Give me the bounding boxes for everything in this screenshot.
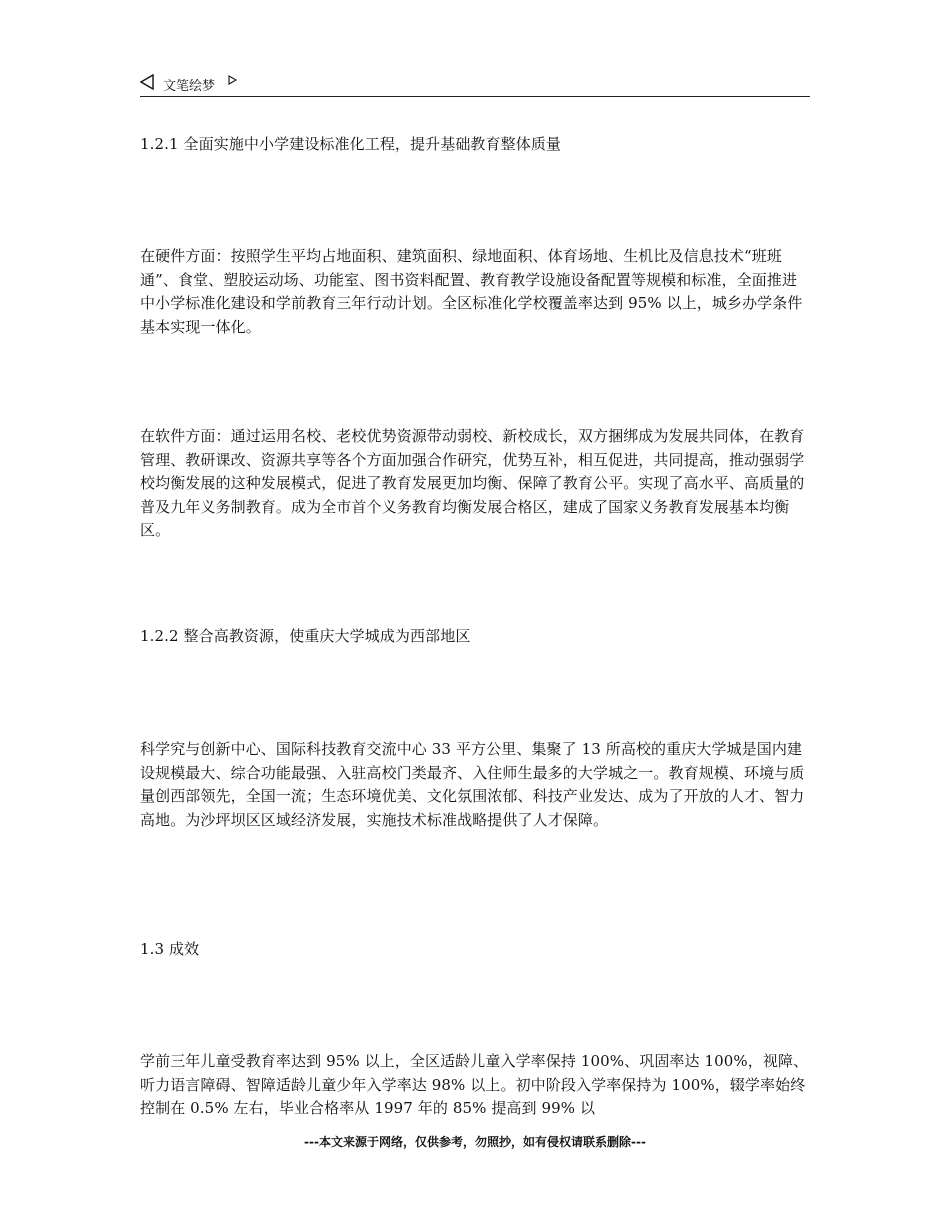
page-header	[140, 70, 810, 97]
section-heading: 1.2.1 全面实施中小学建设标准化工程，提升基础教育整体质量	[140, 135, 562, 153]
paragraph: 科学究与创新中心、国际科技教育交流中心 33 平方公里、集聚了 13 所高校的重庆大学城是国内建设规模最大、综合功能最强、入驻高校门类最齐、入住师生最多的大学城之一。教育规模、环境与质量创西部领先，全国一流；生态环境优美、文化氛围浓郁、科技产业发达、成为了开放的人才、智力高地。为沙坪坝区区域经济发展，实施技术标准战略提供了人才保障。	[140, 740, 805, 829]
paragraph: 在软件方面：通过运用名校、老校优势资源带动弱校、新校成长，双方捆绑成为发展共同体，在教育管理、教研课改、资源共享等各个方面加强合作研究，优势互补，相互促进，共同提高，推动强弱学校均衡发展的这种发展模式，促进了教育发展更加均衡、保障了教育公平。实现了高水平、高质量的普及九年义务制教育。成为全市首个义务教育均衡发展合格区，建成了国家义务教育发展基本均衡区。	[140, 427, 805, 539]
triangle-right-icon[interactable]	[228, 75, 237, 85]
footer-disclaimer: ---本文来源于网络，仅供参考，勿照抄，如有侵权请联系删除---	[304, 1135, 646, 1149]
section-heading: 1.2.2 整合高教资源，使重庆大学城成为西部地区	[140, 627, 471, 645]
section-heading: 1.3 成效	[140, 940, 200, 958]
paragraph: 学前三年儿童受教育率达到 95% 以上，全区适龄儿童入学率保持 100%、巩固率达 100%，视障、听力语言障碍、智障适龄儿童少年入学率达 98% 以上。初中阶段入学率保持为 100%，辍学率始终控制在 0.5% 左右，毕业合格率从 1997 年的 85% 提高到 99% 以	[140, 1052, 809, 1117]
triangle-left-icon[interactable]	[140, 74, 154, 90]
header-title: 文笔绘梦	[163, 79, 216, 94]
paragraph: 在硬件方面：按照学生平均占地面积、建筑面积、绿地面积、体育场地、生机比及信息技术“班班通”、食堂、塑胶运动场、功能室、图书资料配置、教育教学设施设备配置等规模和标准，全面推进中小学标准化建设和学前教育三年行动计划。全区标准化学校覆盖率达到 95% 以上，城乡办学条件基本实现一体化。	[140, 247, 803, 336]
